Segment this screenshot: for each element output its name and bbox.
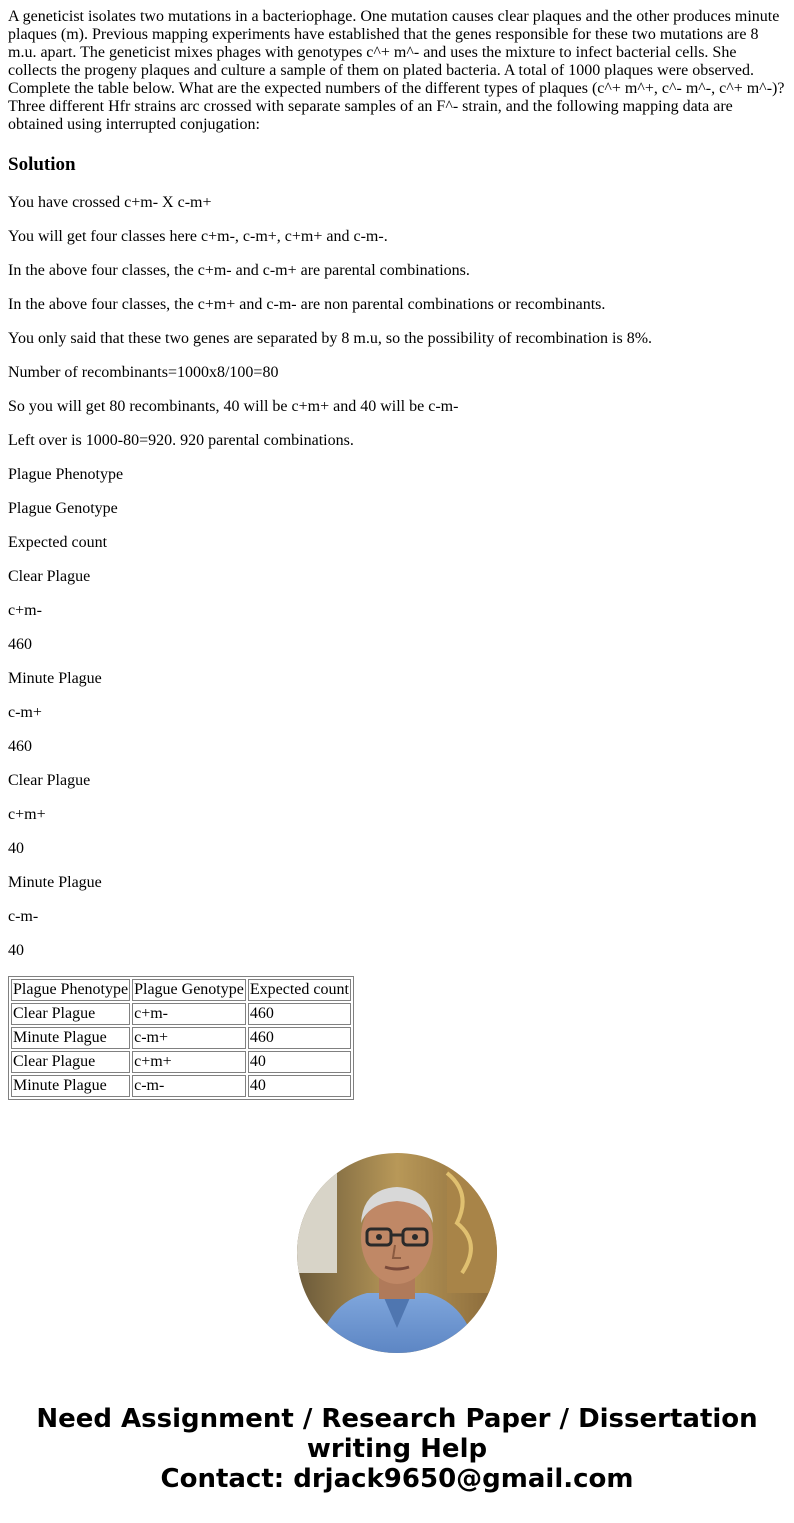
table-header-cell: Plague Phenotype (11, 979, 130, 1001)
table-cell: c-m+ (132, 1027, 246, 1049)
table-cell: c-m- (132, 1075, 246, 1097)
plaque-table (8, 976, 354, 1100)
answer-paragraph: In the above four classes, the c+m- and c-m+ are parental combinations. (8, 262, 470, 279)
answer-paragraph: You will get four classes here c+m-, c-m+, c+m+ and c-m-. (8, 228, 388, 245)
author-portrait-image (297, 1153, 497, 1353)
answer-paragraph: Minute Plague (8, 874, 102, 891)
footer-contact: Contact: drjack9650@gmail.com (160, 1464, 634, 1494)
answer-paragraph: 460 (8, 636, 32, 653)
answer-paragraph: Clear Plague (8, 772, 91, 789)
answer-paragraph: 40 (8, 840, 24, 857)
table-row (11, 1003, 351, 1025)
table-cell: c+m+ (132, 1051, 246, 1073)
answer-paragraph: You have crossed c+m- X c-m+ (8, 194, 212, 211)
footer-line: Need Assignment / Research Paper / Dissertation (36, 1404, 758, 1434)
answer-paragraph: Left over is 1000-80=920. 920 parental combinations. (8, 432, 354, 449)
table-cell: 40 (248, 1075, 351, 1097)
table-row (11, 1027, 351, 1049)
answer-paragraph: You only said that these two genes are separated by 8 m.u, so the possibility of recombination is 8%. (8, 330, 653, 347)
answer-body (8, 194, 788, 960)
solution-heading: Solution (8, 154, 76, 175)
answer-paragraph: Clear Plague (8, 568, 91, 585)
document-content (8, 8, 788, 1100)
question-text: A geneticist isolates two mutations in a bacteriophage. One mutation causes clear plaques and the other produces minute plaques (m). Previous mapping experiments have established that the genes responsible for these two mutations are 8 m.u. apart. The geneticist mixes phages with genotypes c^+ m^- and uses the mixture to infect bacterial cells. She collects the progeny plaques and culture a sample of them on plated bacteria. A total of 1000 plaques were observed. Complete the table below. What are the expected numbers of the different types of plaques (c^+ m^+, c^- m^-, c^+ m^-)? Three different Hfr strains arc crossed with separate samples of an F^- strain, and the following mapping data are obtained using interrupted conjugation: (8, 8, 785, 133)
answer-paragraph: Number of recombinants=1000x8/100=80 (8, 364, 279, 381)
answer-paragraph: Expected count (8, 534, 108, 551)
answer-paragraph: 460 (8, 738, 32, 755)
table-cell: 460 (248, 1003, 351, 1025)
answer-paragraph: Plague Phenotype (8, 466, 124, 483)
answer-paragraph: c+m+ (8, 806, 46, 823)
table-cell: Clear Plague (11, 1003, 130, 1025)
table-cell: Minute Plague (11, 1027, 130, 1049)
table-header-cell: Expected count (248, 979, 351, 1001)
answer-paragraph: Plague Genotype (8, 500, 118, 517)
table-cell: 460 (248, 1027, 351, 1049)
footer-line: writing Help (306, 1434, 488, 1464)
answer-paragraph: c-m+ (8, 704, 42, 721)
table-cell: c+m- (132, 1003, 246, 1025)
table-cell: Minute Plague (11, 1075, 130, 1097)
table-cell: Clear Plague (11, 1051, 130, 1073)
footer-promo (0, 1404, 794, 1494)
table-row (11, 1051, 351, 1073)
table-header-cell: Plague Genotype (132, 979, 246, 1001)
table-header-row (11, 979, 351, 1001)
answer-paragraph: In the above four classes, the c+m+ and c-m- are non parental combinations or recombinants. (8, 296, 606, 313)
table-row (11, 1075, 351, 1097)
table-cell: 40 (248, 1051, 351, 1073)
answer-paragraph: c-m- (8, 908, 39, 925)
author-avatar (297, 1153, 497, 1353)
answer-paragraph: 40 (8, 942, 24, 959)
answer-paragraph: Minute Plague (8, 670, 102, 687)
answer-paragraph: c+m- (8, 602, 42, 619)
answer-paragraph: So you will get 80 recombinants, 40 will be c+m+ and 40 will be c-m- (8, 398, 459, 415)
